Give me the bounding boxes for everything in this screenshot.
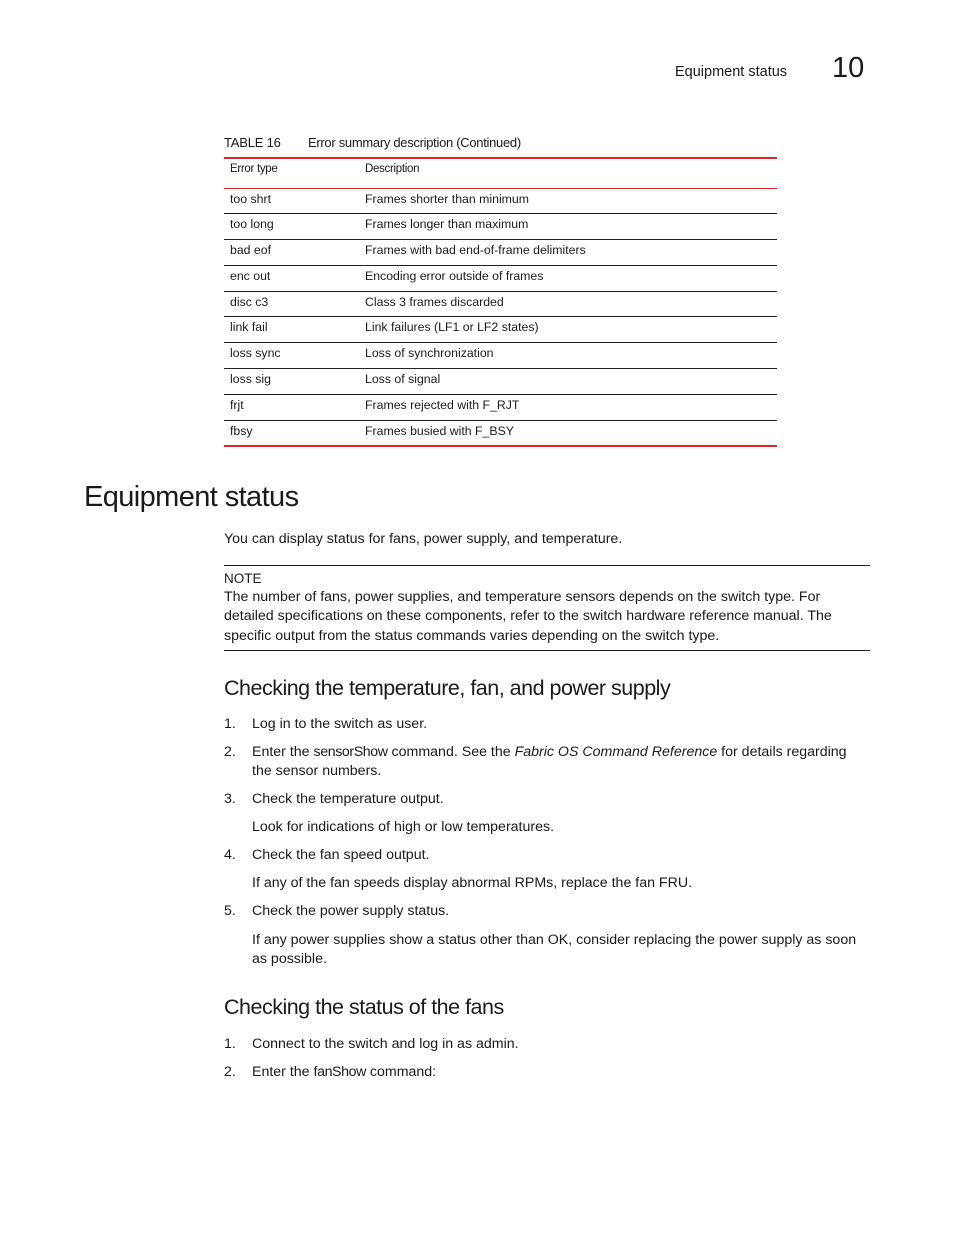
table-row	[224, 240, 777, 266]
step-text: Connect to the switch and log in as admin.	[252, 1036, 519, 1052]
table-row	[224, 369, 777, 395]
step-number: 4.	[224, 847, 236, 863]
step-number: 1.	[224, 1036, 236, 1052]
step-text: Log in to the switch as user.	[252, 716, 428, 732]
table-caption	[224, 135, 521, 150]
table-row	[224, 317, 777, 343]
step-text: Check the power supply status.	[252, 903, 450, 919]
table-row	[224, 343, 777, 369]
error-summary-table	[224, 157, 777, 447]
table-row	[224, 420, 777, 446]
description-cell: Class 3 frames discarded	[365, 294, 504, 309]
table-row	[224, 291, 777, 317]
subsection-title-temperature-fan-power: Checking the temperature, fan, and power supply	[224, 676, 671, 700]
table-row	[224, 188, 777, 214]
error-type-cell: loss sync	[230, 346, 281, 361]
step-text: Check the fan speed output.	[252, 847, 430, 863]
error-type-cell: loss sig	[230, 372, 272, 387]
note-box	[224, 565, 870, 651]
step-number: 2.	[224, 1064, 236, 1080]
step-text-prefix: Enter the	[252, 744, 314, 760]
step-text	[252, 1063, 870, 1082]
column-header-error-type: Error type	[230, 163, 278, 175]
chapter-number: 10	[832, 52, 865, 84]
step-number: 3.	[224, 791, 236, 807]
command-fanshow: fanShow	[313, 1064, 366, 1080]
description-cell: Loss of signal	[365, 372, 441, 387]
running-header-section: Equipment status	[675, 64, 788, 80]
description-cell: Frames longer than maximum	[365, 217, 529, 232]
note-label: NOTE	[224, 571, 262, 586]
note-text: The number of fans, power supplies, and temperature sensors depends on the switch type. For detailed specifications on these components, refer to the switch hardware reference manual. The specific output from the status commands varies depending on the switch type.	[224, 589, 832, 644]
description-cell: Frames with bad end-of-frame delimiters	[365, 243, 586, 258]
reference-title: Fabric OS Command Reference	[514, 744, 718, 760]
step-text-suffix: command:	[365, 1064, 437, 1080]
section-title: Equipment status	[84, 481, 299, 513]
step-text: Check the temperature output.	[252, 791, 444, 807]
table-row	[224, 214, 777, 240]
subsection-title-fans: Checking the status of the fans	[224, 995, 504, 1019]
description-cell: Link failures (LF1 or LF2 states)	[365, 320, 539, 335]
table-title: Error summary description (Continued)	[308, 135, 521, 150]
table-row	[224, 265, 777, 291]
step-number: 1.	[224, 716, 236, 732]
command-sensorshow: sensorShow	[313, 744, 388, 760]
step-detail: If any of the fan speeds display abnormal RPMs, replace the fan FRU.	[252, 875, 693, 891]
step-text-suffix: for details regarding the sensor numbers.	[252, 744, 847, 779]
step-text	[252, 743, 870, 781]
step-text-middle: command. See the	[387, 744, 515, 760]
section-intro: You can display status for fans, power supply, and temperature.	[224, 531, 623, 547]
error-type-cell: too long	[230, 217, 274, 232]
description-cell: Frames busied with F_BSY	[365, 423, 514, 438]
description-cell: Frames shorter than minimum	[365, 191, 530, 206]
step-number: 5.	[224, 903, 236, 919]
error-type-cell: disc c3	[230, 294, 269, 309]
error-type-cell: bad eof	[230, 243, 272, 258]
error-type-cell: too shrt	[230, 191, 272, 206]
step-detail: Look for indications of high or low temperatures.	[252, 819, 555, 835]
error-type-cell: frjt	[230, 397, 244, 412]
table-header-row	[224, 158, 777, 188]
column-header-description: Description	[365, 163, 420, 175]
error-type-cell: link fail	[230, 320, 268, 335]
step-number: 2.	[224, 744, 236, 760]
step-detail: If any power supplies show a status other than OK, consider replacing the power supply as soon as possible.	[252, 932, 857, 967]
error-type-cell: fbsy	[230, 423, 253, 438]
description-cell: Encoding error outside of frames	[365, 268, 544, 283]
step-text-prefix: Enter the	[252, 1064, 314, 1080]
description-cell: Loss of synchronization	[365, 346, 494, 361]
table-number: TABLE 16	[224, 135, 281, 150]
error-type-cell: enc out	[230, 268, 271, 283]
table-row	[224, 394, 777, 420]
description-cell: Frames rejected with F_RJT	[365, 397, 520, 412]
